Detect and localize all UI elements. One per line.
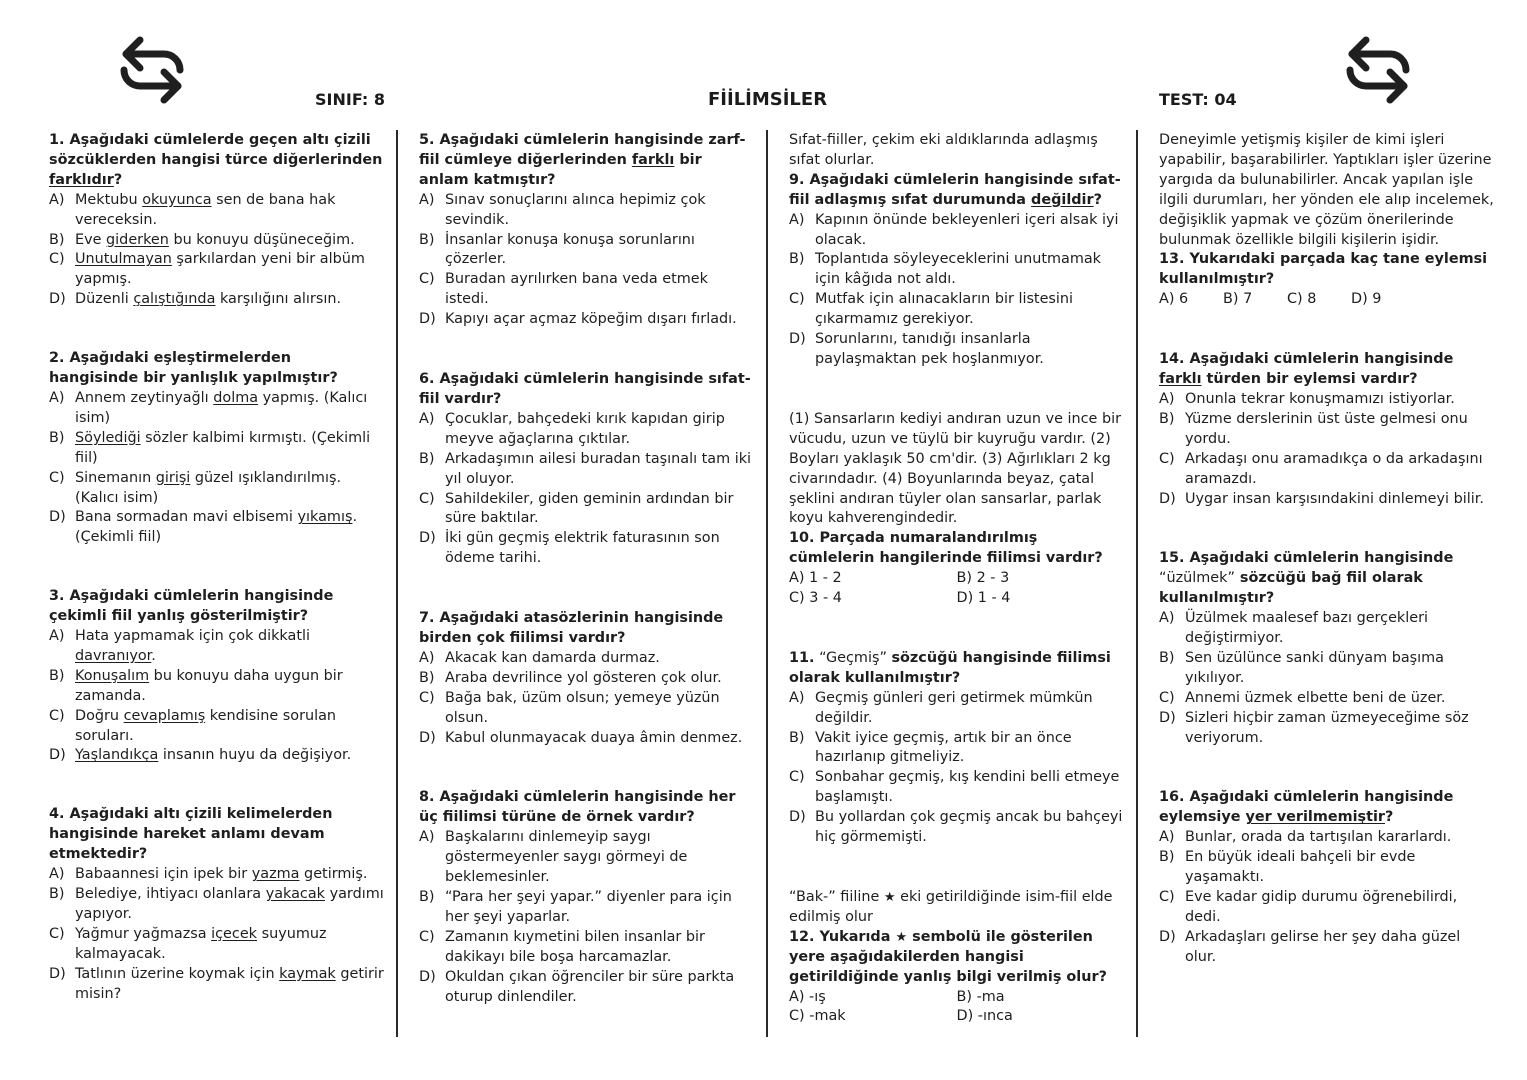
option-a[interactable]: A) Geçmiş günleri geri getirmek mümkün değildir. <box>789 689 1093 726</box>
option-d[interactable]: D) Sizleri hiçbir zaman üzmeyeceğime söz veriyorum. <box>1159 709 1469 746</box>
option-c[interactable]: C) Arkadaşı onu aramadıkça o da arkadaşını aramazdı. <box>1159 450 1483 487</box>
option-d[interactable]: D) Bana sormadan mavi elbisemi yıkamış. (Çekimli fiil) <box>49 509 358 546</box>
option-b[interactable]: B) En büyük ideali bahçeli bir evde yaşamaktı. <box>1159 849 1416 886</box>
question-12 <box>789 888 1124 1027</box>
option-b[interactable]: B) Toplantıda söyleyeceklerini unutmamak için kâğıda not aldı. <box>789 251 1101 288</box>
column-divider <box>766 130 768 1037</box>
question-stem: 15. Aşağıdaki cümlelerin hangisinde “üzülmek” sözcüğü bağ fiil olarak kullanılmıştır? <box>1159 550 1454 607</box>
option-a[interactable]: A) Üzülmek maalesef bazı gerçekleri değiştirmiyor. <box>1159 610 1429 647</box>
option-c[interactable]: C) Eve kadar gidip durumu öğrenebilirdi, dedi. <box>1159 889 1458 925</box>
option-c[interactable]: C) Sinemanın girişi güzel ışıklandırılmış. (Kalıcı isim) <box>49 469 342 506</box>
question-2 <box>49 349 384 548</box>
grade-label: SINIF: 8 <box>315 90 385 109</box>
option-c[interactable]: C) Buradan ayrılırken bana veda etmek istedi. <box>419 271 708 308</box>
column-divider <box>396 130 398 1037</box>
option-c[interactable]: C) 8 <box>1287 291 1317 308</box>
option-d[interactable]: D) Okuldan çıkan öğrenciler bir süre parkta oturup dinlendiler. <box>419 968 735 1005</box>
option-c[interactable]: C) 3 - 4 <box>789 590 842 607</box>
option-a[interactable]: A) Akacak kan damarda durmaz. <box>419 649 660 666</box>
question-stem: 10. Parçada numaralandırılmış cümlelerin hangilerinde fiilimsi vardır? <box>789 530 1103 567</box>
column-2 <box>419 131 754 1007</box>
question-stem: 7. Aşağıdaki atasözlerinin hangisinde birden çok fiilimsi vardır? <box>419 610 724 647</box>
option-d[interactable]: D) Kabul olunmayacak duaya âmin denmez. <box>419 729 743 746</box>
option-b[interactable]: B) Söylediği sözler kalbimi kırmıştı. (Çekimli fiil) <box>49 429 371 466</box>
option-a[interactable]: A) Bunlar, orada da tartışılan kararlardı. <box>1159 829 1452 846</box>
option-a[interactable]: A) Mektubu okuyunca sen de bana hak vereceksin. <box>49 191 336 228</box>
option-a[interactable]: A) Sınav sonuçlarını alınca hepimiz çok sevindik. <box>419 191 706 228</box>
option-b[interactable]: B) Vakit iyice geçmiş, artık bir an önce hazırlanıp gitmeliyiz. <box>789 729 1072 766</box>
question-stem: 8. Aşağıdaki cümlelerin hangisinde her üç fiilimsi türüne de örnek vardır? <box>419 789 736 826</box>
option-d[interactable]: D) Sorunlarını, tanıdığı insanlarla paylaşmaktan pek hoşlanmıyor. <box>789 331 1044 367</box>
option-b[interactable]: B) Belediye, ihtiyacı olanlara yakacak yardımı yapıyor. <box>49 886 384 922</box>
option-a[interactable]: A) Kapının önünde bekleyenleri içeri alsak iyi olacak. <box>789 211 1119 248</box>
option-a[interactable]: A) -ış <box>789 988 826 1005</box>
question-13 <box>1159 131 1494 310</box>
option-c[interactable]: C) Mutfak için alınacakların bir listesini çıkarmamız gerekiyor. <box>789 291 1074 328</box>
question-intro: Sıfat-fiiller, çekim eki aldıklarında adlaşmış sıfat olurlar. <box>789 132 1098 168</box>
option-c[interactable]: C) Doğru cevaplamış kendisine sorulan soruları. <box>49 707 337 744</box>
option-d[interactable]: D) Uygar insan karşısındakini dinlemeyi bilir. <box>1159 490 1484 507</box>
question-4 <box>49 805 384 1004</box>
column-4 <box>1159 131 1494 968</box>
option-b[interactable]: B) 7 <box>1223 291 1253 308</box>
option-c[interactable]: C) -mak <box>789 1008 846 1025</box>
option-b[interactable]: B) 2 - 3 <box>956 570 1010 587</box>
option-c[interactable]: C) Zamanın kıymetini bilen insanlar bir dakikayı bile boşa harcamazlar. <box>419 928 705 965</box>
option-c[interactable]: C) Bağa bak, üzüm olsun; yemeye yüzün olsun. <box>419 689 720 726</box>
page-title: FİİLİMSİLER <box>708 89 828 110</box>
option-b[interactable]: B) -ma <box>956 988 1005 1005</box>
question-stem: 5. Aşağıdaki cümlelerin hangisinde zarf-fiil cümleye diğerlerinden farklı bir anlam katmıştır? <box>419 132 746 188</box>
option-a[interactable]: A) Başkalarını dinlemeyip saygı göstermeyenler saygı görmeyi de beklemesinler. <box>419 829 688 886</box>
option-b[interactable]: B) Arkadaşımın ailesi buradan taşınalı tam iki yıl oluyor. <box>419 450 752 487</box>
option-b[interactable]: B) Konuşalım bu konuyu daha uygun bir zamanda. <box>49 667 343 704</box>
option-a[interactable]: A) Annem zeytinyağlı dolma yapmış. (Kalıcı isim) <box>49 389 368 426</box>
option-d[interactable]: D) 9 <box>1351 291 1382 308</box>
option-d[interactable]: D) Yaşlandıkça insanın huyu da değişiyor. <box>49 747 352 764</box>
question-stem: 3. Aşağıdaki cümlelerin hangisinde çekimli fiil yanlış gösterilmiştir? <box>49 588 334 625</box>
test-number: TEST: 04 <box>1159 90 1237 109</box>
option-c[interactable]: C) Yağmur yağmazsa içecek suyumuz kalmayacak. <box>49 925 327 962</box>
option-a[interactable]: A) Hata yapmamak için çok dikkatli davranıyor. <box>49 628 310 664</box>
option-b[interactable]: B) İnsanlar konuşa konuşa sorunlarını çözerler. <box>419 231 695 268</box>
question-passage: Deneyimle yetişmiş kişiler de kimi işleri yapabilir, başarabilirler. Yaptıkları işler üzerine yargıda da bulunabilirler. Ancak yapılan işle ilgili durumları, her yönden ele alıp incelemek, değişiklik yapmak ve çözüm önerilerinde bulunmak özellikle bilgili kişilerin işidir. <box>1159 132 1494 248</box>
option-c[interactable]: C) Unutulmayan şarkılardan yeni bir albüm yapmış. <box>49 251 365 288</box>
option-a[interactable]: A) Babaannesi için ipek bir yazma getirmiş. <box>49 866 368 883</box>
repeat-arrows-icon <box>1338 30 1418 110</box>
question-passage: (1) Sansarların kediyi andıran uzun ve ince bir vücudu, uzun ve tüylü bir kuyruğu vardır. (2) Boyları yaklaşık 50 cm'dir. (3) Ağırlıkları 2 kg civarındadır. (4) Boyunlarında beyaz, çatal şeklini andıran tüyler olan sansarlar, parlak koyu kahverengindedir. <box>789 410 1122 527</box>
column-3 <box>789 131 1124 1027</box>
question-14 <box>1159 350 1494 509</box>
question-6 <box>419 370 754 569</box>
option-c[interactable]: C) Annemi üzmek elbette beni de üzer. <box>1159 689 1446 706</box>
question-1 <box>49 131 384 310</box>
question-stem: 2. Aşağıdaki eşleştirmelerden hangisinde bir yanlışlık yapılmıştır? <box>49 350 338 387</box>
question-11 <box>789 649 1124 848</box>
question-stem: 13. Yukarıdaki parçada kaç tane eylemsi kullanılmıştır? <box>1159 251 1488 288</box>
question-10 <box>789 410 1124 609</box>
option-d[interactable]: D) 1 - 4 <box>956 590 1011 607</box>
option-a[interactable]: A) Onunla tekrar konuşmamızı istiyorlar. <box>1159 390 1455 407</box>
column-1 <box>49 131 384 1004</box>
question-3 <box>49 587 384 766</box>
question-7 <box>419 609 754 748</box>
option-d[interactable]: D) Tatlının üzerine koymak için kaymak getirir misin? <box>49 965 384 1002</box>
question-stem: 1. Aşağıdaki cümlelerde geçen altı çizili sözcüklerden hangisi türce diğerlerinden farklıdır? <box>49 132 383 188</box>
option-d[interactable]: D) İki gün geçmiş elektrik faturasının son ödeme tarihi. <box>419 530 720 567</box>
option-d[interactable]: D) Arkadaşları gelirse her şey daha güzel olur. <box>1159 928 1461 965</box>
question-5 <box>419 131 754 330</box>
option-a[interactable]: A) 1 - 2 <box>789 570 842 587</box>
question-stem: 11. “Geçmiş” sözcüğü hangisinde fiilimsi olarak kullanılmıştır? <box>789 649 1111 686</box>
option-b[interactable]: B) Sen üzülünce sanki dünyam başıma yıkılıyor. <box>1159 649 1444 686</box>
option-d[interactable]: D) Bu yollardan çok geçmiş ancak bu bahçeyi hiç görmemişti. <box>789 809 1123 846</box>
column-divider <box>1136 130 1138 1037</box>
option-d[interactable]: D) Kapıyı açar açmaz köpeğim dışarı fırladı. <box>419 311 737 328</box>
question-stem: 16. Aşağıdaki cümlelerin hangisinde eylemsiye yer verilmemiştir? <box>1159 789 1454 826</box>
question-stem: 14. Aşağıdaki cümlelerin hangisinde farklı türden bir eylemsi vardır? <box>1159 351 1454 388</box>
option-a[interactable]: A) 6 <box>1159 291 1189 308</box>
option-b[interactable]: B) Eve giderken bu konuyu düşüneceğim. <box>49 231 355 248</box>
question-16 <box>1159 788 1494 967</box>
question-stem: 9. Aşağıdaki cümlelerin hangisinde sıfat-fiil adlaşmış sıfat durumunda değildir? <box>789 171 1121 208</box>
option-b[interactable]: B) Yüzme derslerinin üst üste gelmesi onu yordu. <box>1159 410 1468 447</box>
question-9 <box>789 131 1124 370</box>
star-icon: ★ <box>883 890 896 905</box>
option-c[interactable]: C) Sonbahar geçmiş, kış kendini belli etmeye başlamıştı. <box>789 769 1120 806</box>
option-d[interactable]: D) Düzenli çalıştığında karşılığını alırsın. <box>49 291 342 308</box>
question-stem: 6. Aşağıdaki cümlelerin hangisinde sıfat-fiil vardır? <box>419 371 751 407</box>
question-8 <box>419 788 754 1007</box>
option-d[interactable]: D) -ınca <box>956 1008 1013 1025</box>
option-b[interactable]: B) “Para her şeyi yapar.” diyenler para için her şeyi yaparlar. <box>419 889 732 925</box>
repeat-arrows-icon <box>112 30 192 110</box>
question-stem: 4. Aşağıdaki altı çizili kelimelerden hangisinde hareket anlamı devam etmektedir? <box>49 806 333 863</box>
question-stem: 12. Yukarıda ★ sembolü ile gösterilen yere aşağıdakilerden hangisi getirildiğinde yanlış bilgi verilmiş olur? <box>789 928 1107 985</box>
question-intro: “Bak-” fiiline ★ eki getirildiğinde isim-fiil elde edilmiş olur <box>789 889 1113 925</box>
question-15 <box>1159 549 1494 748</box>
option-a[interactable]: A) Çocuklar, bahçedeki kırık kapıdan girip meyve ağaçlarına çıktılar. <box>419 410 725 447</box>
star-icon: ★ <box>895 929 908 945</box>
option-c[interactable]: C) Sahildekiler, giden geminin ardından bir süre baktılar. <box>419 490 734 527</box>
option-b[interactable]: B) Araba devrilince yol gösteren çok olur. <box>419 669 722 686</box>
